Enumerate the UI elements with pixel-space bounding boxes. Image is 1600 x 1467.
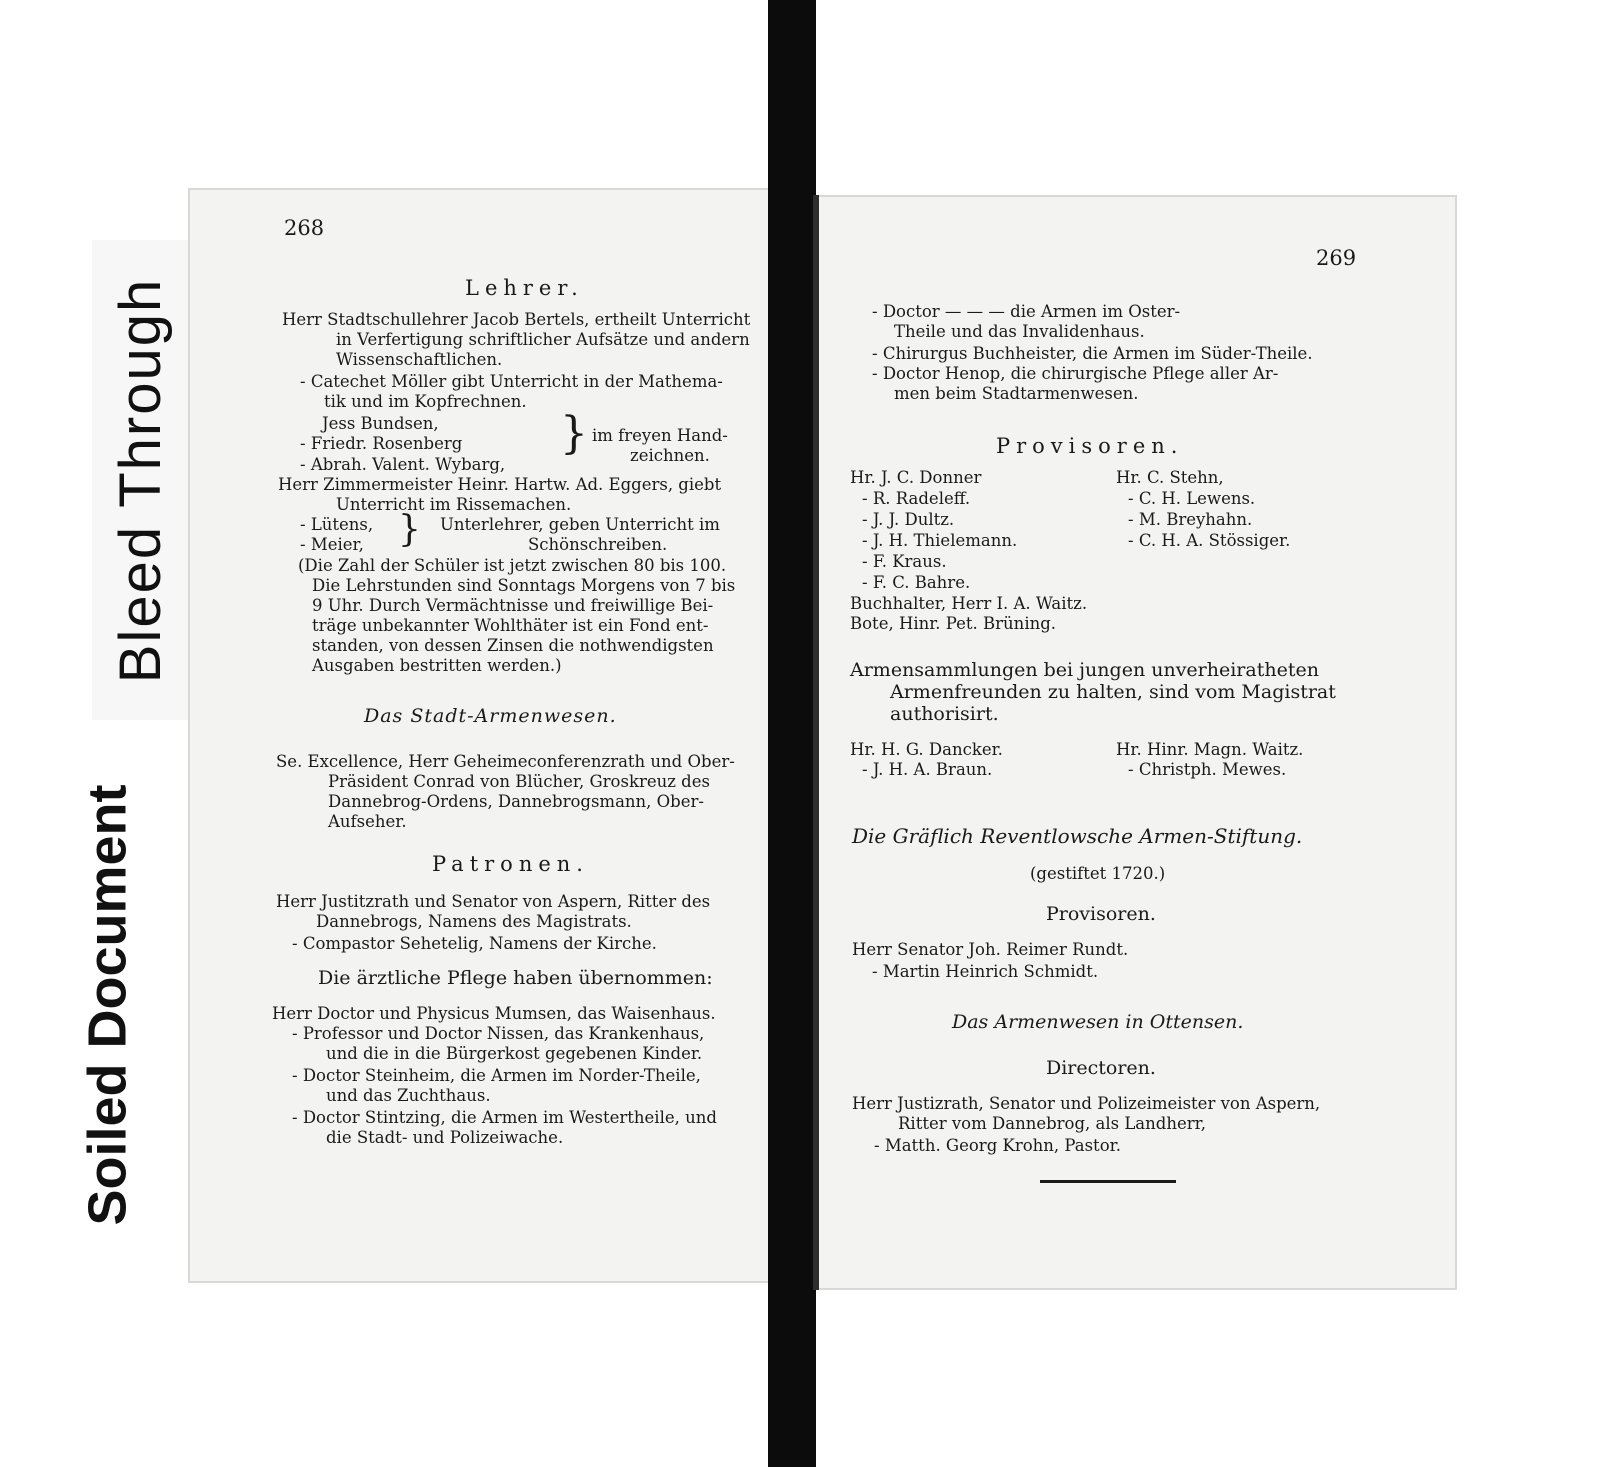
soiled-document-text: Soiled Document xyxy=(78,784,139,1226)
hand-teacher-name: Jess Bundsen, xyxy=(322,414,439,433)
brace-symbol: } xyxy=(560,408,588,459)
page-number-right: 269 xyxy=(1316,246,1357,270)
hand-subject-line: im freyen Hand- xyxy=(592,426,728,445)
sammlungen-line: Armensammlungen bei jungen unverheiratheten xyxy=(850,659,1319,681)
doctor-line: Theile und das Invalidenhaus. xyxy=(894,322,1145,341)
schueler-line: 9 Uhr. Durch Vermächtnisse und freiwillige Bei- xyxy=(312,596,714,615)
lehrer-line: in Verfertigung schriftlicher Aufsätze und andern xyxy=(336,330,750,349)
provisoren-heading: Provisoren. xyxy=(996,434,1184,458)
spine-edge xyxy=(813,195,819,1290)
doctor-line: - Chirurgus Buchheister, die Armen im Süder-Theile. xyxy=(872,344,1313,363)
ottensen-heading: Das Armenwesen in Ottensen. xyxy=(952,1011,1244,1033)
pflege-line: und die in die Bürgerkost gegebenen Kinder. xyxy=(326,1044,703,1063)
pflege-line: - Doctor Steinheim, die Armen im Norder-Theile, xyxy=(292,1066,701,1085)
book-spine xyxy=(768,0,816,1467)
eggers-line: Herr Zimmermeister Heinr. Hartw. Ad. Eggers, giebt xyxy=(278,475,722,494)
lehrer-line: - Catechet Möller gibt Unterricht in der Mathema- xyxy=(300,372,723,391)
stiftung-founded: (gestiftet 1720.) xyxy=(1030,864,1166,883)
pflege-heading: Die ärztliche Pflege haben übernommen: xyxy=(318,967,713,989)
patronen-heading: Patronen. xyxy=(432,852,589,876)
closing-rule xyxy=(1040,1180,1176,1183)
eggers-line: Unterricht im Rissemachen. xyxy=(336,495,572,514)
stiftung-provisor-line: - Martin Heinrich Schmidt. xyxy=(872,962,1099,981)
schueler-line: träge unbekannter Wohlthäter ist ein Fond ent- xyxy=(312,616,709,635)
pflege-line: Herr Doctor und Physicus Mumsen, das Waisenhaus. xyxy=(272,1004,716,1023)
stadt-armenwesen-heading: Das Stadt-Armenwesen. xyxy=(364,705,617,727)
doctor-line: - Doctor — — — die Armen im Oster- xyxy=(872,302,1181,321)
pflege-line: die Stadt- und Polizeiwache. xyxy=(326,1128,564,1147)
provisor-left: - F. C. Bahre. xyxy=(862,573,971,592)
sammler-right: Hr. Hinr. Magn. Waitz. xyxy=(1116,740,1304,759)
provisor-right: - C. H. Lewens. xyxy=(1128,489,1256,508)
provisor-left: Hr. J. C. Donner xyxy=(850,468,982,487)
hand-teacher-name: - Abrah. Valent. Wybarg, xyxy=(300,455,506,474)
excellence-line: Präsident Conrad von Blücher, Groskreuz des xyxy=(328,772,710,791)
brace-symbol: } xyxy=(398,509,421,550)
doctor-line: men beim Stadtarmenwesen. xyxy=(894,384,1139,403)
page-number-left: 268 xyxy=(284,216,325,240)
sammlungen-line: Armenfreunden zu halten, sind vom Magistrat xyxy=(890,681,1336,703)
schueler-line: (Die Zahl der Schüler ist jetzt zwischen 80 bis 100. xyxy=(298,556,727,575)
sammler-right: - Christph. Mewes. xyxy=(1128,760,1287,779)
unterlehrer-name: - Meier, xyxy=(300,535,364,554)
directoren-line: - Matth. Georg Krohn, Pastor. xyxy=(874,1136,1121,1155)
lehrer-heading: Lehrer. xyxy=(465,276,584,300)
lehrer-line: tik und im Kopfrechnen. xyxy=(324,392,527,411)
directoren-heading: Directoren. xyxy=(1046,1057,1156,1079)
hand-subject-line: zeichnen. xyxy=(630,446,710,465)
pflege-line: - Doctor Stintzing, die Armen im Westertheile, und xyxy=(292,1108,717,1127)
provisor-left: - R. Radeleff. xyxy=(862,489,971,508)
bleed-through-label xyxy=(92,240,190,720)
sammlungen-line: authorisirt. xyxy=(890,703,999,725)
schueler-line: Die Lehrstunden sind Sonntags Morgens von 7 bis xyxy=(312,576,736,595)
hand-teacher-name: - Friedr. Rosenberg xyxy=(300,434,463,453)
soiled-document-label xyxy=(28,725,188,1285)
directoren-line: Ritter vom Dannebrog, als Landherr, xyxy=(898,1114,1206,1133)
pflege-line: und das Zuchthaus. xyxy=(326,1086,491,1105)
provisor-right: - C. H. A. Stössiger. xyxy=(1128,531,1291,550)
lehrer-line: Wissenschaftlichen. xyxy=(336,350,503,369)
provisor-left: - F. Kraus. xyxy=(862,552,947,571)
unterlehrer-name: - Lütens, xyxy=(300,515,374,534)
bleed-through-text: Bleed Through xyxy=(108,277,174,683)
excellence-line: Aufseher. xyxy=(328,812,407,831)
excellence-line: Dannebrog-Ordens, Dannebrogsmann, Ober- xyxy=(328,792,704,811)
provisor-left: - J. H. Thielemann. xyxy=(862,531,1018,550)
stiftung-provisor-line: Herr Senator Joh. Reimer Rundt. xyxy=(852,940,1129,959)
provisor-right: Hr. C. Stehn, xyxy=(1116,468,1224,487)
patronen-line: Dannebrogs, Namens des Magistrats. xyxy=(316,912,632,931)
sammler-left: Hr. H. G. Dancker. xyxy=(850,740,1003,759)
excellence-line: Se. Excellence, Herr Geheimeconferenzrath und Ober- xyxy=(276,752,735,771)
sammler-left: - J. H. A. Braun. xyxy=(862,760,993,779)
stiftung-provisoren-heading: Provisoren. xyxy=(1046,903,1156,925)
patronen-line: Herr Justitzrath und Senator von Aspern, Ritter des xyxy=(276,892,711,911)
doctor-line: - Doctor Henop, die chirurgische Pflege aller Ar- xyxy=(872,364,1279,383)
stiftung-heading: Die Gräflich Reventlowsche Armen-Stiftung. xyxy=(852,824,1303,848)
unterlehrer-subject: Schönschreiben. xyxy=(528,535,668,554)
lehrer-line: Herr Stadtschullehrer Jacob Bertels, ertheilt Unterricht xyxy=(282,310,751,329)
provisor-left: - J. J. Dultz. xyxy=(862,510,955,529)
provisor-right: - M. Breyhahn. xyxy=(1128,510,1253,529)
staff-line: Bote, Hinr. Pet. Brüning. xyxy=(850,614,1057,633)
pflege-line: - Professor und Doctor Nissen, das Krankenhaus, xyxy=(292,1024,705,1043)
schueler-line: Ausgaben bestritten werden.) xyxy=(312,656,562,675)
unterlehrer-subject: Unterlehrer, geben Unterricht im xyxy=(440,515,720,534)
directoren-line: Herr Justizrath, Senator und Polizeimeister von Aspern, xyxy=(852,1094,1321,1113)
patronen-line: - Compastor Sehetelig, Namens der Kirche. xyxy=(292,934,657,953)
schueler-line: standen, von dessen Zinsen die nothwendigsten xyxy=(312,636,714,655)
staff-line: Buchhalter, Herr I. A. Waitz. xyxy=(850,594,1088,613)
